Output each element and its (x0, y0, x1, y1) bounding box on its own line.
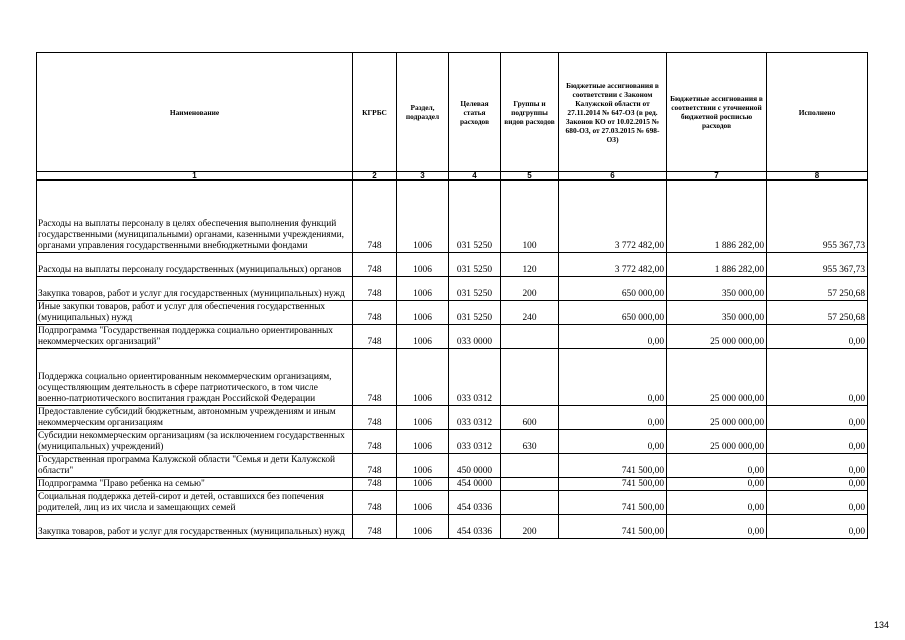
table-row (37, 490, 868, 514)
table-row (37, 514, 868, 538)
row-refined: 1 886 282,00 (667, 180, 767, 252)
row-name: Предоставление субсидий бюджетным, автономным учреждениям и иным некоммерческим организациям (37, 405, 353, 429)
column-number: 3 (397, 172, 449, 181)
row-refined: 25 000 000,00 (667, 429, 767, 453)
row-article: 450 0000 (449, 453, 501, 477)
page-number: 134 (873, 620, 889, 630)
row-group: 200 (501, 276, 559, 300)
row-article: 031 5250 (449, 252, 501, 276)
row-refined: 25 000 000,00 (667, 348, 767, 405)
row-article: 033 0312 (449, 348, 501, 405)
table-row (37, 252, 868, 276)
row-executed: 0,00 (767, 477, 868, 490)
header-approved: Бюджетные ассигнования в соответствии с Законом Калужской области от 27.11.2014 № 647-ОЗ (в ред. Законов КО от 10.02.2015 № 680-ОЗ, от 27.03.2015 № 698-ОЗ) (559, 53, 667, 172)
row-name: Закупка товаров, работ и услуг для государственных (муниципальных) нужд (37, 514, 353, 538)
row-article: 454 0000 (449, 477, 501, 490)
row-group (501, 477, 559, 490)
column-number-row (37, 172, 868, 181)
row-section: 1006 (397, 300, 449, 324)
header-kgrbs: КГРБС (353, 53, 397, 172)
row-approved: 0,00 (559, 429, 667, 453)
table-row (37, 453, 868, 477)
row-refined: 1 886 282,00 (667, 252, 767, 276)
header-executed: Исполнено (767, 53, 868, 172)
header-refined: Бюджетные ассигнования в соответствии с уточненной бюджетной росписью расходов (667, 53, 767, 172)
row-approved: 650 000,00 (559, 300, 667, 324)
budget-table (36, 52, 868, 539)
header-name: Наименование (37, 53, 353, 172)
row-executed: 57 250,68 (767, 300, 868, 324)
table-row (37, 300, 868, 324)
row-group: 200 (501, 514, 559, 538)
row-article: 031 5250 (449, 180, 501, 252)
row-section: 1006 (397, 477, 449, 490)
row-kgrbs: 748 (353, 477, 397, 490)
row-name: Закупка товаров, работ и услуг для государственных (муниципальных) нужд (37, 276, 353, 300)
column-number: 6 (559, 172, 667, 181)
row-section: 1006 (397, 348, 449, 405)
row-executed: 0,00 (767, 405, 868, 429)
row-kgrbs: 748 (353, 324, 397, 348)
row-approved: 741 500,00 (559, 453, 667, 477)
row-refined: 25 000 000,00 (667, 405, 767, 429)
header-section: Раздел, подраздел (397, 53, 449, 172)
row-group (501, 324, 559, 348)
row-article: 033 0000 (449, 324, 501, 348)
header-row (37, 53, 868, 172)
row-group: 630 (501, 429, 559, 453)
row-group: 240 (501, 300, 559, 324)
row-refined: 0,00 (667, 490, 767, 514)
row-executed: 0,00 (767, 429, 868, 453)
row-executed: 955 367,73 (767, 180, 868, 252)
row-executed: 57 250,68 (767, 276, 868, 300)
row-kgrbs: 748 (353, 453, 397, 477)
row-section: 1006 (397, 276, 449, 300)
row-kgrbs: 748 (353, 276, 397, 300)
row-refined: 350 000,00 (667, 300, 767, 324)
row-executed: 0,00 (767, 348, 868, 405)
row-executed: 0,00 (767, 324, 868, 348)
row-kgrbs: 748 (353, 300, 397, 324)
row-refined: 0,00 (667, 477, 767, 490)
row-name: Иные закупки товаров, работ и услуг для обеспечения государственных (муниципальных) нужд (37, 300, 353, 324)
row-approved: 0,00 (559, 405, 667, 429)
row-executed: 0,00 (767, 453, 868, 477)
row-name: Поддержка социально ориентированным некоммерческим организациям, осуществляющим деятельность в сфере патриотического, в том числе военно-патриотического воспитания граждан Российской Федерации (37, 348, 353, 405)
table-row (37, 429, 868, 453)
row-executed: 0,00 (767, 514, 868, 538)
row-kgrbs: 748 (353, 348, 397, 405)
row-kgrbs: 748 (353, 252, 397, 276)
table-row (37, 348, 868, 405)
table-row (37, 180, 868, 252)
row-name: Социальная поддержка детей-сирот и детей, оставшихся без попечения родителей, лиц из их числа и замещающих семей (37, 490, 353, 514)
row-refined: 0,00 (667, 453, 767, 477)
column-number: 2 (353, 172, 397, 181)
row-approved: 741 500,00 (559, 490, 667, 514)
header-article: Целевая статья расходов (449, 53, 501, 172)
row-kgrbs: 748 (353, 429, 397, 453)
row-group: 600 (501, 405, 559, 429)
row-name: Расходы на выплаты персоналу в целях обеспечения выполнения функций государственными (муниципальными) органами, казенными учреждениями, органами управления государственными внебюджетными фондами (37, 180, 353, 252)
table-row (37, 405, 868, 429)
row-name: Государственная программа Калужской области "Семья и дети Калужской области" (37, 453, 353, 477)
row-group: 120 (501, 252, 559, 276)
row-section: 1006 (397, 324, 449, 348)
row-approved: 741 500,00 (559, 477, 667, 490)
row-group (501, 453, 559, 477)
row-executed: 955 367,73 (767, 252, 868, 276)
column-number: 7 (667, 172, 767, 181)
row-section: 1006 (397, 429, 449, 453)
row-section: 1006 (397, 405, 449, 429)
row-section: 1006 (397, 453, 449, 477)
row-article: 033 0312 (449, 429, 501, 453)
row-approved: 3 772 482,00 (559, 252, 667, 276)
row-article: 454 0336 (449, 490, 501, 514)
header-group: Группы и подгруппы видов расходов (501, 53, 559, 172)
row-kgrbs: 748 (353, 405, 397, 429)
row-section: 1006 (397, 514, 449, 538)
row-approved: 3 772 482,00 (559, 180, 667, 252)
row-section: 1006 (397, 252, 449, 276)
row-name: Подпрограмма "Государственная поддержка социально ориентированных некоммерческих организаций" (37, 324, 353, 348)
row-approved: 741 500,00 (559, 514, 667, 538)
table-row (37, 324, 868, 348)
row-section: 1006 (397, 180, 449, 252)
row-group (501, 348, 559, 405)
row-executed: 0,00 (767, 490, 868, 514)
row-refined: 25 000 000,00 (667, 324, 767, 348)
row-article: 033 0312 (449, 405, 501, 429)
row-group: 100 (501, 180, 559, 252)
row-article: 031 5250 (449, 276, 501, 300)
row-name: Подпрограмма "Право ребенка на семью" (37, 477, 353, 490)
row-article: 031 5250 (449, 300, 501, 324)
column-number: 5 (501, 172, 559, 181)
row-article: 454 0336 (449, 514, 501, 538)
table-row (37, 477, 868, 490)
column-number: 1 (37, 172, 353, 181)
row-kgrbs: 748 (353, 514, 397, 538)
table-body (37, 180, 868, 538)
row-section: 1006 (397, 490, 449, 514)
row-kgrbs: 748 (353, 180, 397, 252)
row-approved: 650 000,00 (559, 276, 667, 300)
row-group (501, 490, 559, 514)
row-kgrbs: 748 (353, 490, 397, 514)
row-approved: 0,00 (559, 324, 667, 348)
row-approved: 0,00 (559, 348, 667, 405)
row-refined: 350 000,00 (667, 276, 767, 300)
column-number: 4 (449, 172, 501, 181)
column-number: 8 (767, 172, 868, 181)
row-refined: 0,00 (667, 514, 767, 538)
table-row (37, 276, 868, 300)
row-name: Расходы на выплаты персоналу государственных (муниципальных) органов (37, 252, 353, 276)
row-name: Субсидии некоммерческим организациям (за исключением государственных (муниципальных) учреждений) (37, 429, 353, 453)
